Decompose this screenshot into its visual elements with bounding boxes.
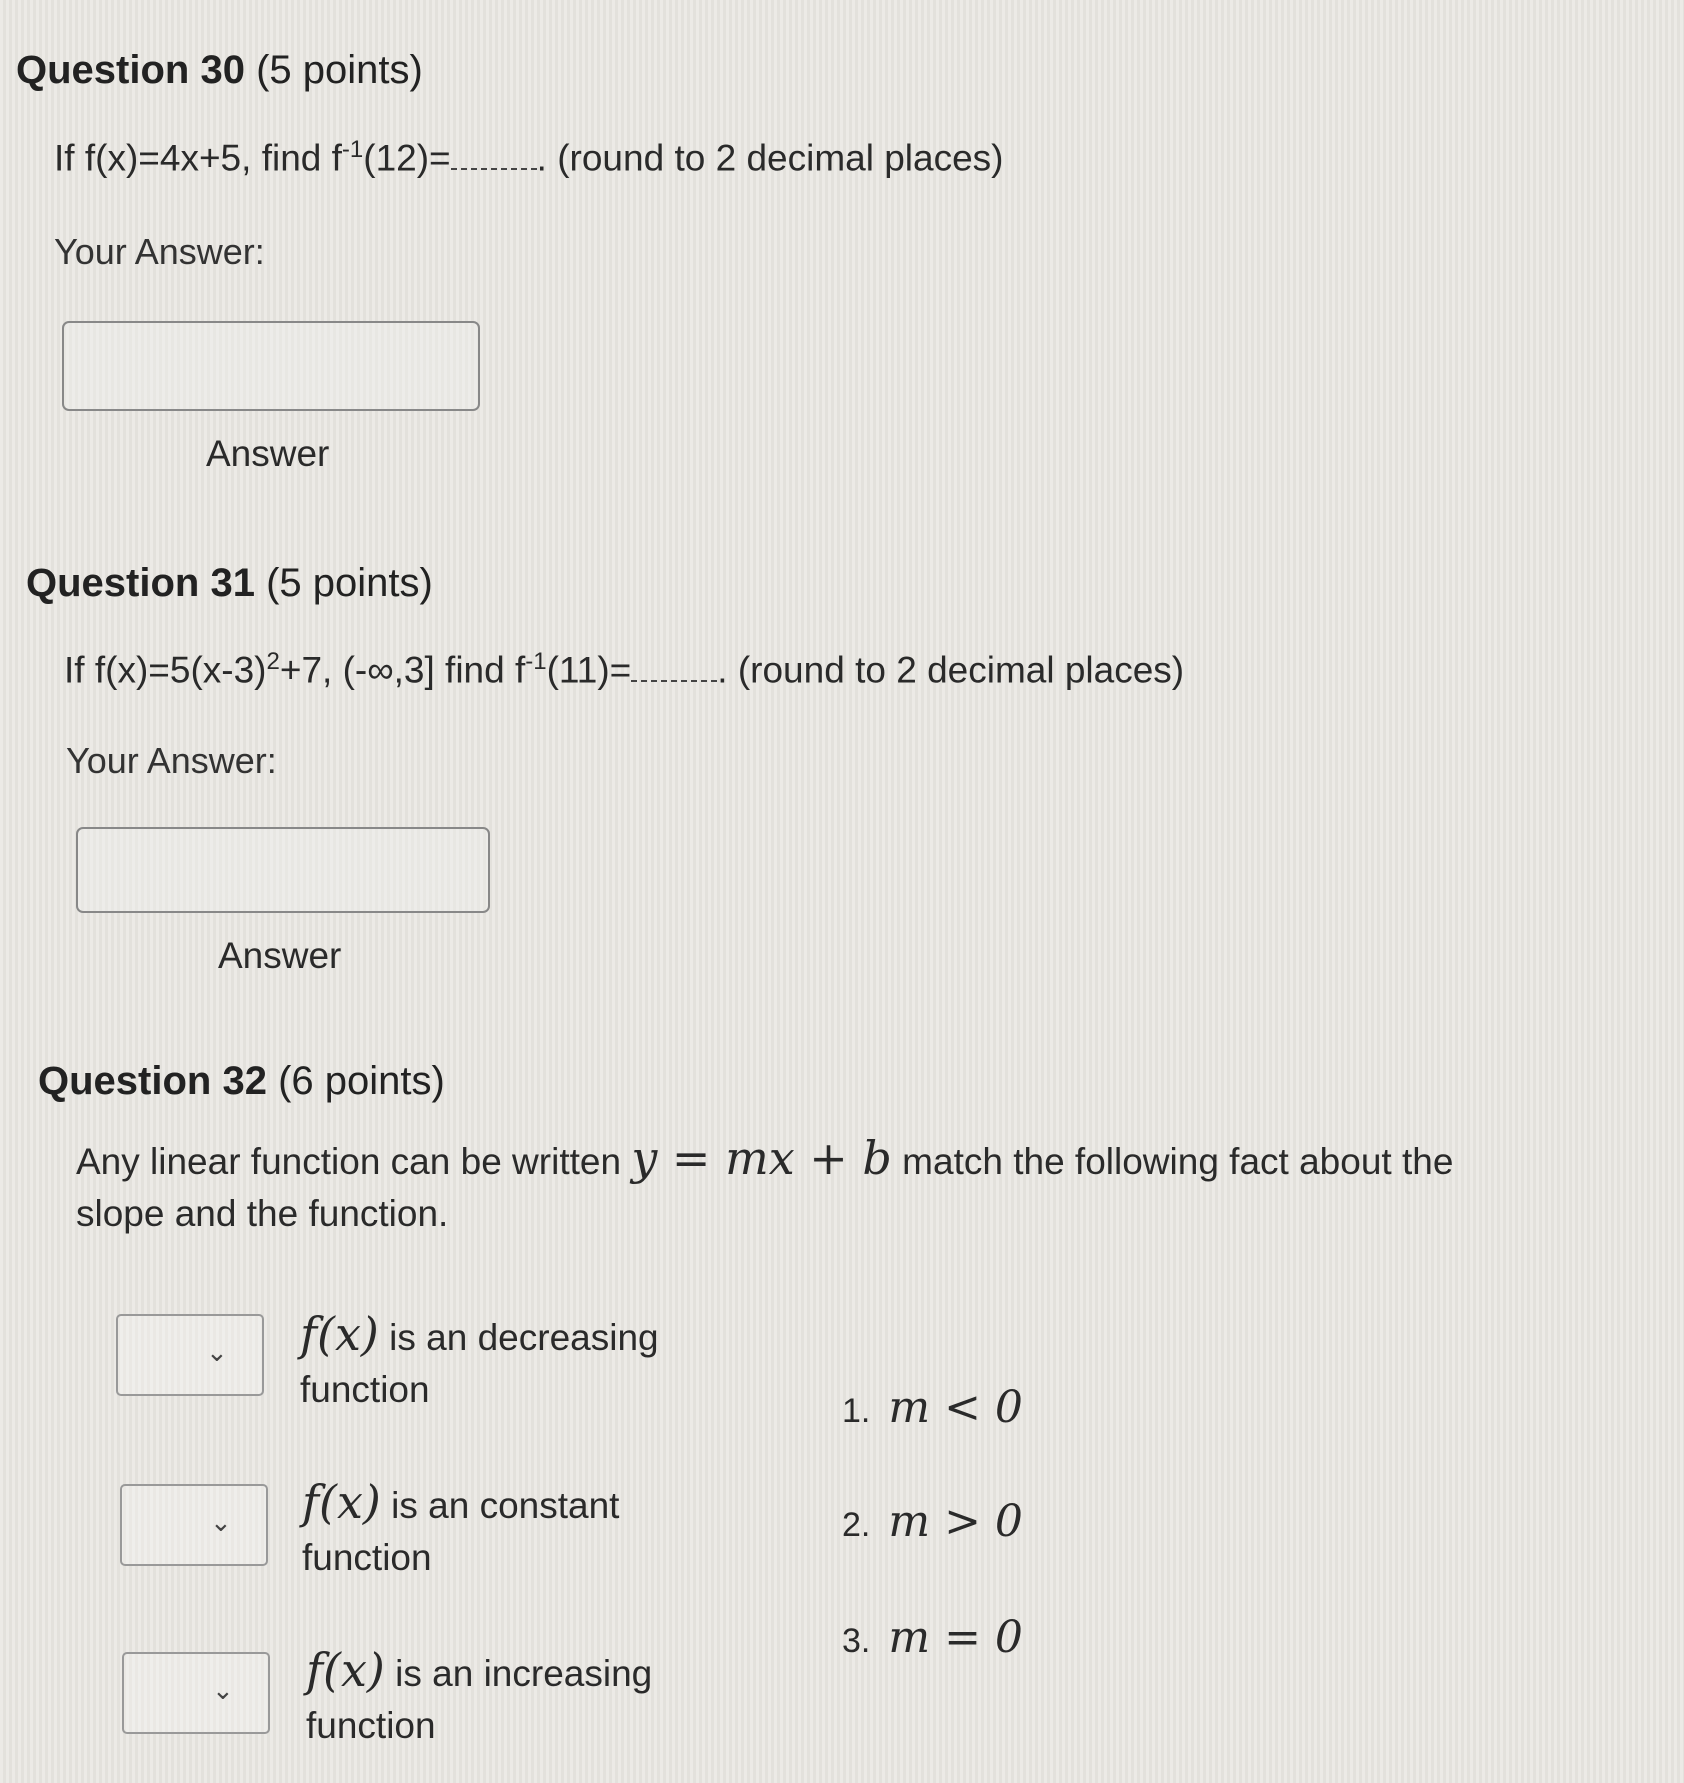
- q32-option-1: 1. m < 0: [842, 1382, 1023, 1433]
- q32-formula: y = mx + b: [631, 1131, 892, 1185]
- q30-question-text: If f(x)=4x+5, find $f^{-1}(12)=$ . (round to 2 decimal places): [54, 136, 1004, 179]
- q30-points: (5 points): [256, 48, 423, 92]
- q32-dropdown-2[interactable]: [120, 1484, 268, 1566]
- q32-intro-text: Any linear function can be written y = mx + b match the following fact about the slope and the function.: [76, 1131, 1454, 1234]
- q31-number: Question 31: [26, 561, 255, 605]
- q32-statement-2: f(x) is an constant function: [302, 1475, 620, 1578]
- q31-question-text: If $f(x)=5(x-3)^2+7$, (-∞,3] find $f^{-1}(11)=$ . (round to 2 decimal places): [64, 648, 1185, 691]
- q32-statement-3: f(x) is an increasing function: [306, 1643, 653, 1746]
- q32-dropdown-3[interactable]: [122, 1652, 270, 1734]
- q31-title: [26, 561, 433, 606]
- q32-title: [38, 1059, 445, 1104]
- chevron-down-icon: ⌄: [210, 1508, 232, 1538]
- q30-answer-input[interactable]: [62, 321, 480, 411]
- chevron-down-icon: ⌄: [212, 1676, 234, 1706]
- q31-your-answer-label: Your Answer:: [66, 740, 277, 781]
- q32-points: (6 points): [278, 1059, 445, 1103]
- q30-your-answer-label: Your Answer:: [54, 231, 265, 272]
- q30-title: [16, 48, 423, 93]
- q30-answer-caption: Answer: [206, 433, 330, 474]
- q32-dropdown-1[interactable]: [116, 1314, 264, 1396]
- q32-statement-1: f(x) is an decreasing function: [300, 1307, 659, 1410]
- q31-answer-caption: Answer: [218, 935, 342, 976]
- q32-number: Question 32: [38, 1059, 267, 1103]
- q31-answer-input[interactable]: [76, 827, 490, 913]
- q32-option-3: 3. m = 0: [842, 1612, 1023, 1663]
- q30-blank: [451, 167, 537, 170]
- chevron-down-icon: ⌄: [206, 1338, 228, 1368]
- q30-number: Question 30: [16, 48, 245, 92]
- q31-points: (5 points): [266, 561, 433, 605]
- q31-blank: [631, 679, 717, 682]
- q32-option-2: 2. m > 0: [842, 1496, 1023, 1547]
